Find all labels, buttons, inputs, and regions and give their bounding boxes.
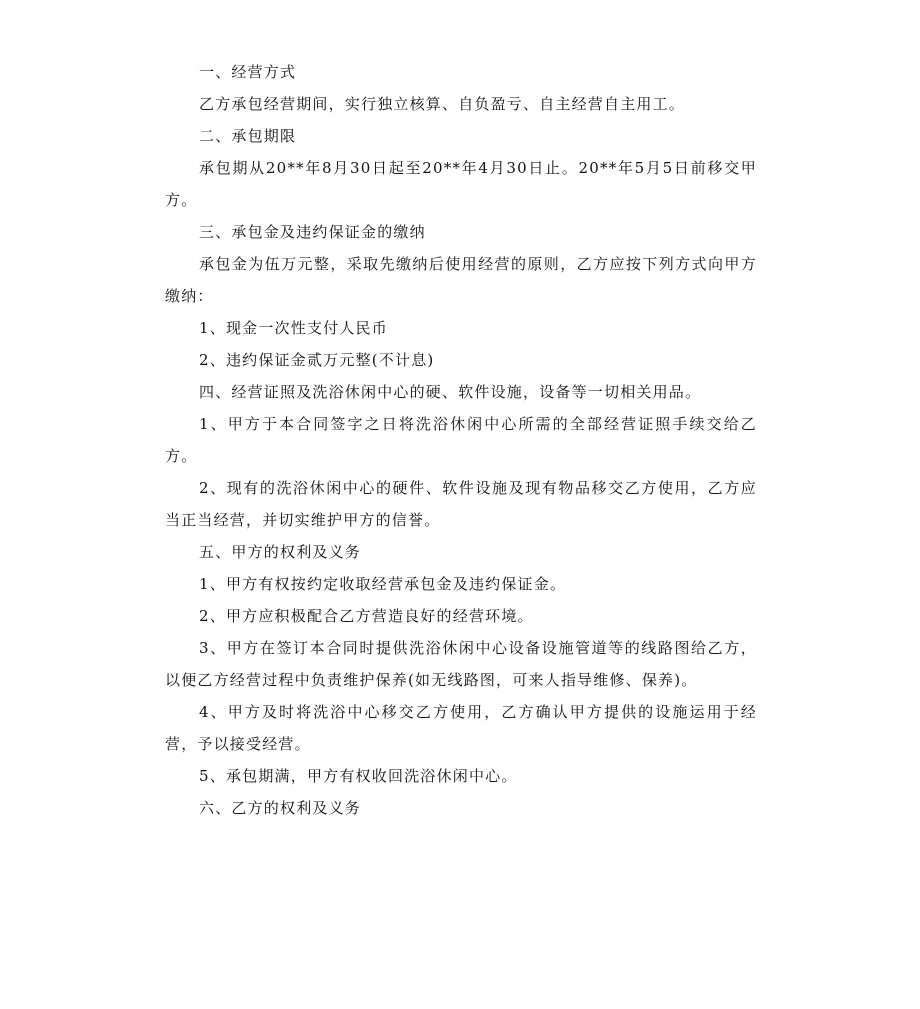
section-heading-party-b-rights: 六、乙方的权利及义务 bbox=[199, 799, 362, 817]
paragraph: 承包期从20**年8月30日起至20**年4月30日止。20**年5月5日前移交甲方。 bbox=[165, 159, 757, 209]
section-heading-payment: 三、承包金及违约保证金的缴纳 bbox=[199, 223, 426, 241]
section-heading-business-mode: 一、经营方式 bbox=[199, 63, 297, 81]
list-item: 3、甲方在签订本合同时提供洗浴休闲中心设备设施管道等的线路图给乙方，以便乙方经营过程中负责维护保养(如无线路图，可来人指导维修、保养)。 bbox=[165, 639, 757, 689]
list-item: 5、承包期满，甲方有权收回洗浴休闲中心。 bbox=[199, 767, 518, 785]
section-heading-licenses: 四、经营证照及洗浴休闲中心的硬、软件设施，设备等一切相关用品。 bbox=[199, 383, 702, 401]
list-item: 1、甲方于本合同签字之日将洗浴休闲中心所需的全部经营证照手续交给乙方。 bbox=[165, 415, 757, 465]
list-item: 2、甲方应积极配合乙方营造良好的经营环境。 bbox=[199, 607, 534, 625]
list-item: 2、违约保证金贰万元整(不计息) bbox=[199, 351, 435, 369]
paragraph: 承包金为伍万元整，采取先缴纳后使用经营的原则，乙方应按下列方式向甲方缴纳： bbox=[165, 255, 757, 305]
document-body bbox=[165, 56, 757, 824]
list-item: 4、甲方及时将洗浴中心移交乙方使用，乙方确认甲方提供的设施运用于经营，予以接受经营。 bbox=[165, 703, 757, 753]
list-item: 2、现有的洗浴休闲中心的硬件、软件设施及现有物品移交乙方使用，乙方应当正当经营，并切实维护甲方的信誉。 bbox=[165, 479, 757, 529]
section-heading-contract-term: 二、承包期限 bbox=[199, 127, 297, 145]
list-item: 1、甲方有权按约定收取经营承包金及违约保证金。 bbox=[199, 575, 567, 593]
section-heading-party-a-rights: 五、甲方的权利及义务 bbox=[199, 543, 362, 561]
list-item: 1、现金一次性支付人民币 bbox=[199, 319, 388, 337]
paragraph: 乙方承包经营期间，实行独立核算、自负盈亏、自主经营自主用工。 bbox=[199, 95, 686, 113]
